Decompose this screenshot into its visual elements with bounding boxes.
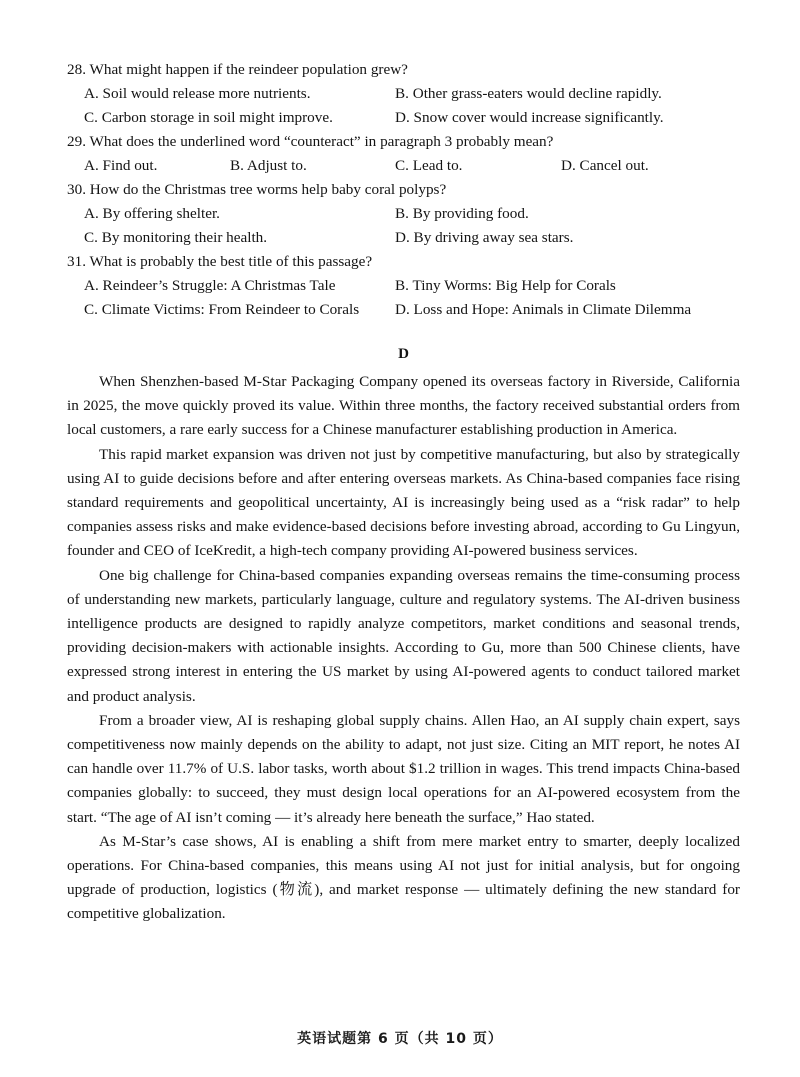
option-a: A. By offering shelter. [84, 205, 220, 222]
passage [67, 370, 740, 927]
question-28 [67, 58, 740, 130]
section-heading: D [398, 346, 409, 362]
exam-page [67, 58, 740, 927]
question-stem [67, 130, 740, 154]
question-stem [67, 58, 740, 82]
paragraph-2: This rapid market expansion was driven not just by competitive manufacturing, but also by strategically using AI to guide decisions before and after entering overseas markets. As China-based companies face rising standard requirements and geopolitical uncertainty, AI is increasingly being used as a “risk radar” to help companies assess risks and make evidence-based decisions before investing abroad, according to Gu Lingyun, founder and CEO of IceKredit, a high-tech company providing AI-powered business services. [67, 445, 740, 560]
option-d: D. By driving away sea stars. [395, 229, 574, 246]
paragraph-5: As M-Star’s case shows, AI is enabling a shift from mere market entry to smarter, deeply localized operations. For China-based companies, this means using AI not just for initial analysis, but for ongoing upgrade of production, logistics (物流), and market response — ultimately defining the new standard for competitive globalization. [67, 832, 740, 923]
page-footer: 英语试题第 6 页（共 10 页） [297, 1031, 503, 1047]
option-a: A. Reindeer’s Struggle: A Christmas Tale [84, 277, 336, 294]
options [67, 274, 740, 322]
question-29 [67, 130, 740, 178]
question-number: 28. [67, 61, 86, 78]
question-number: 30. [67, 181, 86, 198]
options [67, 82, 740, 130]
option-c: C. Lead to. [395, 157, 463, 174]
option-c: C. Carbon storage in soil might improve. [84, 109, 333, 126]
option-c: C. By monitoring their health. [84, 229, 268, 246]
option-d: D. Loss and Hope: Animals in Climate Dilemma [395, 301, 692, 318]
paragraph-3: One big challenge for China-based companies expanding overseas remains the time-consuming process of understanding new markets, particularly language, culture and regulatory systems. The AI-driven business intelligence products are designed to rapidly analyze competitors, market conditions and seasonal trends, providing decision-makers with actionable insights. According to Gu, more than 500 Chinese clients, have expressed strong interest in entering the US market by using AI-powered agents to conduct tailored market and product analysis. [67, 566, 740, 705]
option-a: A. Soil would release more nutrients. [84, 85, 311, 102]
option-d: D. Snow cover would increase significantly. [395, 109, 664, 126]
options [67, 202, 740, 250]
option-b: B. Adjust to. [230, 157, 307, 174]
question-30 [67, 178, 740, 250]
option-b: B. By providing food. [395, 205, 529, 222]
option-c: C. Climate Victims: From Reindeer to Corals [84, 301, 360, 318]
option-d: D. Cancel out. [561, 157, 649, 174]
question-number: 29. [67, 133, 86, 150]
option-b: B. Other grass-eaters would decline rapidly. [395, 85, 662, 102]
question-number: 31. [67, 253, 86, 270]
question-stem [67, 178, 740, 202]
question-text: How do the Christmas tree worms help baby coral polyps? [89, 181, 447, 198]
question-text: What is probably the best title of this passage? [89, 253, 373, 270]
question-text: What does the underlined word “counteract” in paragraph 3 probably mean? [89, 133, 554, 150]
question-31 [67, 250, 740, 322]
question-text: What might happen if the reindeer population grew? [89, 61, 408, 78]
question-stem [67, 250, 740, 274]
option-a: A. Find out. [84, 157, 158, 174]
paragraph-1: When Shenzhen-based M-Star Packaging Company opened its overseas factory in Riverside, California in 2025, the move quickly proved its value. Within three months, the factory received substantial orders from local customers, a rare early success for a Chinese manufacturer establishing production in America. [67, 373, 740, 439]
options [67, 154, 740, 178]
option-b: B. Tiny Worms: Big Help for Corals [395, 277, 616, 294]
paragraph-4: From a broader view, AI is reshaping global supply chains. Allen Hao, an AI supply chain expert, says competitiveness now mainly depends on the ability to adapt, not just size. Citing an MIT report, he notes AI can handle over 11.7% of U.S. labor tasks, worth about $1.2 trillion in wages. This trend impacts China-based companies globally: to succeed, they must design local operations for an AI-powered ecosystem from the start. “The age of AI isn’t coming — it’s already here beneath the surface,” Hao stated. [67, 711, 740, 826]
